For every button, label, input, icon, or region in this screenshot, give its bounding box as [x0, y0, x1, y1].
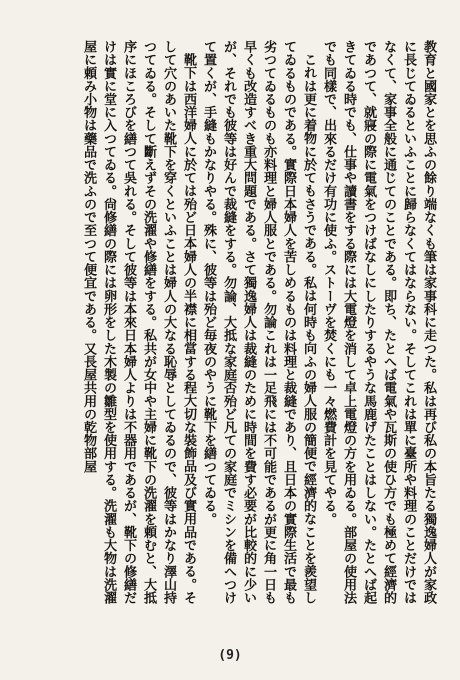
paragraph: これは更に着物に於てもさうである。私は何時も向ふの婦人服の簡便で經濟的なことを羨望してゐるものである。實際日本婦人を苦しめるものは料理と裁縫であり、且日本の實際生活で最も劣つてゐるものも亦料理と婦人服とである。勿論これは一足飛には不可能であるが更に角一日も早くも改造すべき重大問題である。さて獨逸婦人は裁縫のために時間を費す必要が比較的に少いが、それでも彼等は好んで裁縫をする。勿論、大抵な家庭否殆ど凡ての家庭でミシンを備へつけて置くが、手縫もかなりやる。殊に、彼等は殆ど毎夜のやうに靴下を繕つてゐる。 — [201, 40, 316, 605]
body-text — [78, 40, 438, 610]
paragraph: 靴下は西洋婦人に於ては殆ど日本婦人の半襟に相當する程大切な裝飾品及び實用品である。そして穴のあいた靴下を穿くといふことは婦人の大なる恥辱としてゐるので、彼等はかなり澤山持つてゐる。そして斷えずその洗濯や修繕をする。私共が女中や主婦に靴下の洗濯を頼むと、大抵序にほころびを繕つて吳れる。そして彼等は本來日本婦人よりは不器用であるが、靴下の修繕だけは實に堂に入つてゐる。尙修繕の際には卵形をした木製の雛型を使用する。洗濯も大物は洗濯屋に頼み小物は藥品で洗ふので至つて便宜である。又長屋共用の乾物部屋 — [81, 40, 196, 605]
paragraph: 教育と國家とを思ふの餘り端なくも筆は家事科に走つた。私は再び私の本旨たる獨逸婦人が家政に長じてゐるといふことに歸らなくてはならない。そしてこれは單に臺所や料理のことだけではなくて、家事全般に通じてのことである。即ち、たとへば電氣や瓦斯の使ひ方でも極めて經濟的であつて、就寢の際に電氣をつけばなしにしたりするやうな馬鹿げたことはしない。たとへば起きてゐる時でも、仕事や讀書をする際には大電燈を消して卓上電燈の方を用ゐる。部屋の使用法でも同樣で、出來るだけ有功に使ふ。ストーヴを焚くにも一々燃費計を見てやる。 — [321, 40, 436, 605]
page-number: (9) — [218, 648, 242, 663]
